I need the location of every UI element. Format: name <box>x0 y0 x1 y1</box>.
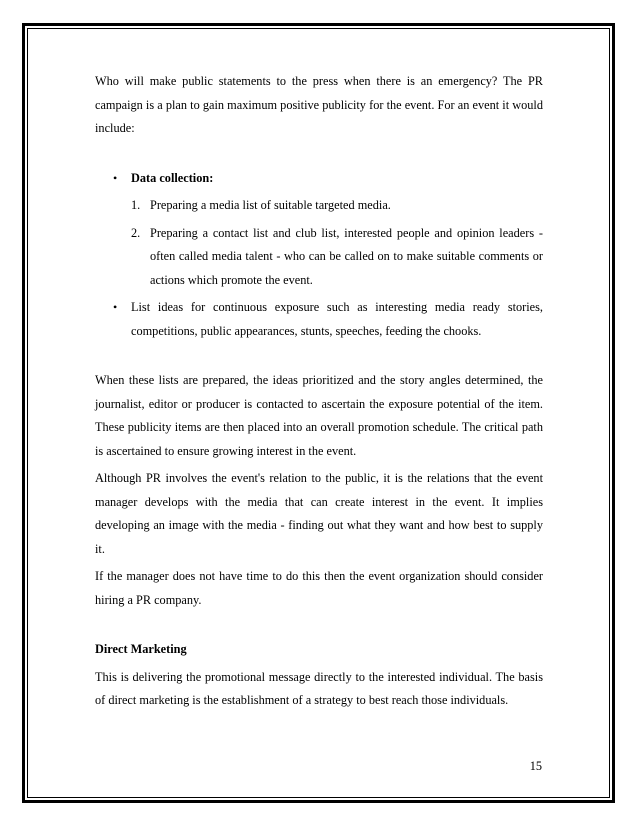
paragraph: If the manager does not have time to do this then the event organization should consider hiring a PR company. <box>95 569 543 607</box>
bullet-text: List ideas for continuous exposure such as interesting media ready stories, competitions, public appearances, stunts, speeches, feeding the chooks. <box>131 300 543 338</box>
paragraph: When these lists are prepared, the ideas prioritized and the story angles determined, the journalist, editor or producer is contacted to ascertain the exposure potential of the item. These publicity items are then placed into an overall promotion schedule. The critical path is ascertained to ensure growing interest in the event. <box>95 373 543 458</box>
numbered-item <box>131 194 543 218</box>
bullet-item-data-collection <box>113 167 543 191</box>
item-number: 1. <box>131 198 141 212</box>
numbered-item <box>131 222 543 293</box>
section-heading: Direct Marketing <box>95 642 187 656</box>
item-text: Preparing a contact list and club list, interested people and opinion leaders - often called media talent - who can be called on to make suitable comments or actions which promote the event. <box>150 225 543 287</box>
item-text: Preparing a media list of suitable targeted media. <box>150 198 391 212</box>
page-number: 15 <box>529 759 542 773</box>
bullet-icon: • <box>113 170 118 185</box>
bullet-heading: Data collection: <box>131 170 214 185</box>
paragraph: Although PR involves the event's relation to the public, it is the relations that the event manager develops with the media that can create interest in the event. It implies developing an image with the media - finding out what they want and how best to supply it. <box>95 471 543 556</box>
item-number: 2. <box>131 225 141 240</box>
paragraph: This is delivering the promotional message directly to the interested individual. The basis of direct marketing is the establishment of a strategy to best reach those individuals. <box>95 669 543 707</box>
bullet-icon: • <box>113 300 118 314</box>
bullet-item-exposure-ideas <box>113 296 543 343</box>
document-body <box>95 70 543 713</box>
intro-paragraph: Who will make public statements to the press when there is an emergency? The PR campaign is a plan to gain maximum positive publicity for the event. For an event it would include: <box>95 74 543 135</box>
